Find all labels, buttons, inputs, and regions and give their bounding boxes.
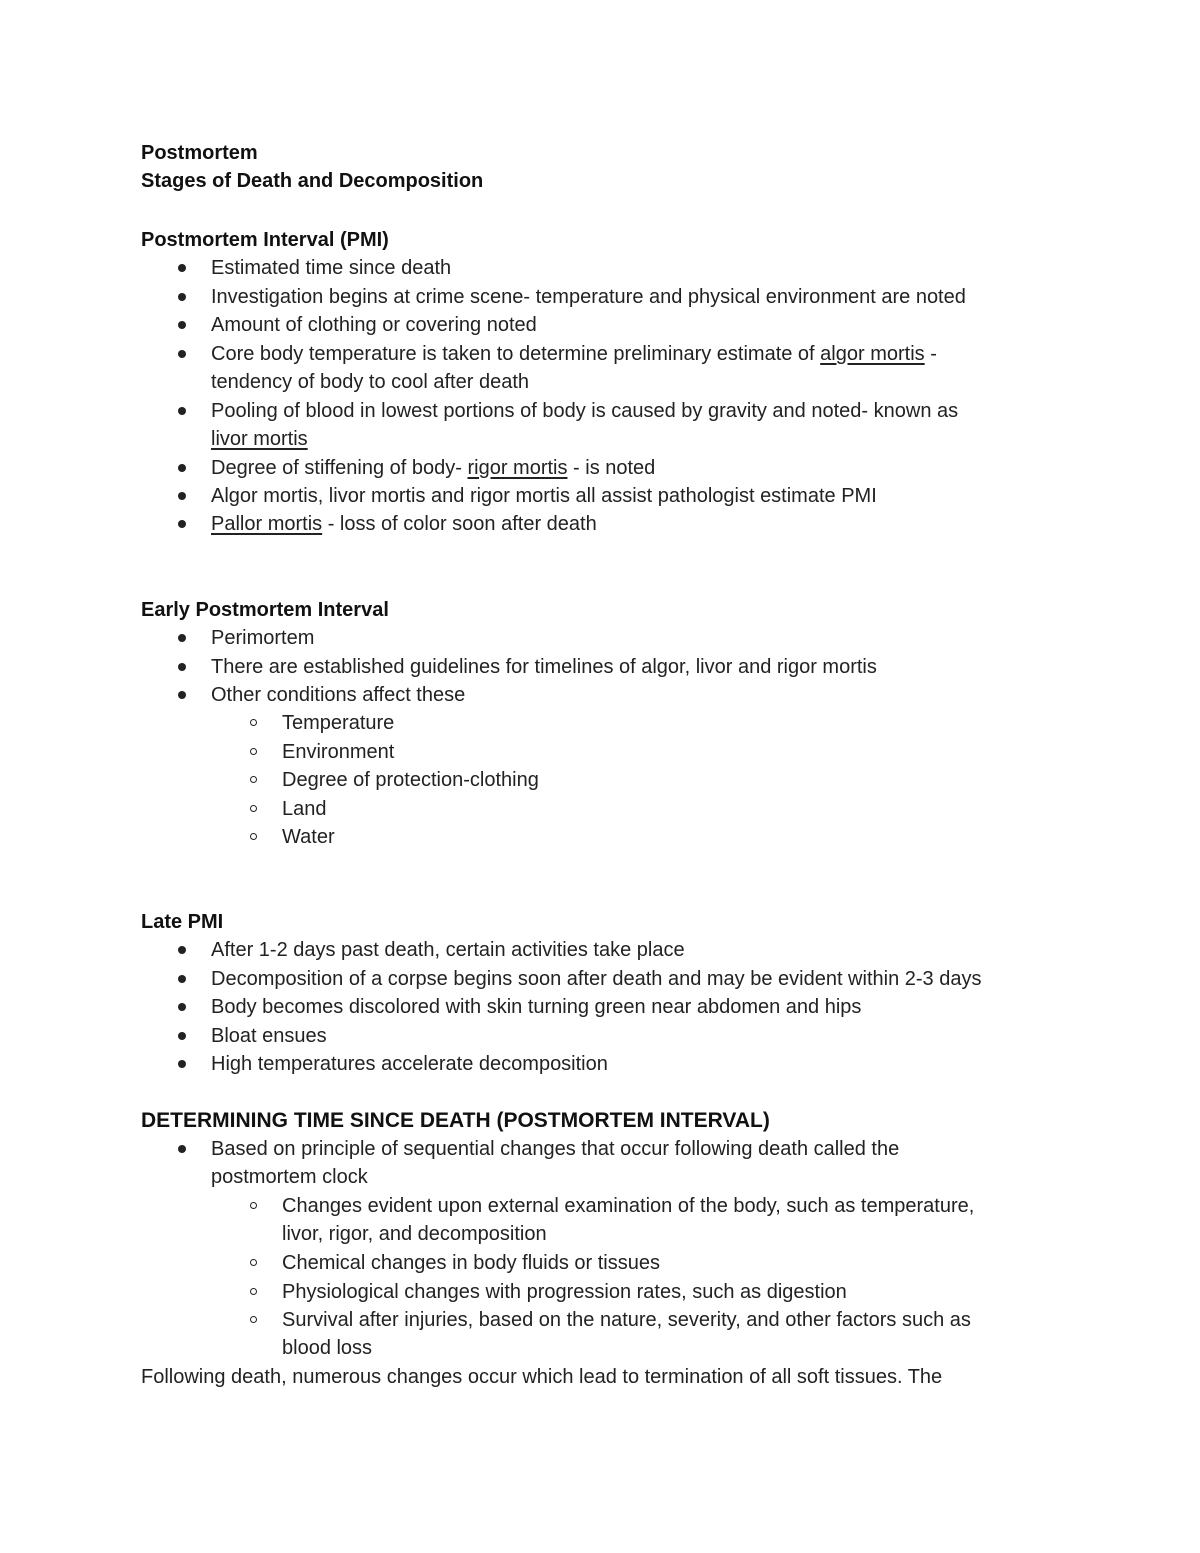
sub-list-item-continuation: livor, rigor, and decomposition (282, 1223, 547, 1245)
list-item (211, 510, 597, 538)
sub-list-item: Chemical changes in body fluids or tissues (282, 1252, 660, 1274)
bullet-dot (178, 634, 186, 642)
list-item: After 1-2 days past death, certain activities take place (211, 939, 685, 961)
list-item: Body becomes discolored with skin turning green near abdomen and hips (211, 996, 862, 1018)
list-item-text: - is noted (567, 457, 656, 479)
list-item-text: - loss of color soon after death (322, 513, 597, 535)
list-item-continuation (211, 425, 308, 453)
bullet-dot (178, 1060, 186, 1068)
term-algor-mortis: algor mortis (820, 343, 925, 365)
sub-bullet-ring (250, 1316, 257, 1323)
closing-paragraph: Following death, numerous changes occur which lead to termination of all soft tissues. The (141, 1366, 943, 1388)
list-item-continuation: tendency of body to cool after death (211, 371, 529, 393)
list-item: Estimated time since death (211, 257, 452, 279)
list-item: Other conditions affect these (211, 684, 466, 706)
bullet-dot (178, 293, 186, 301)
list-item-text: Core body temperature is taken to determine preliminary estimate of (211, 343, 821, 365)
term-livor-mortis: livor mortis (211, 428, 308, 450)
sub-list-item: Degree of protection-clothing (282, 769, 539, 791)
bullet-dot (178, 1145, 186, 1153)
section-heading-pmi: Postmortem Interval (PMI) (141, 229, 389, 251)
list-item: Perimortem (211, 627, 315, 649)
bullet-dot (178, 264, 186, 272)
document-title: Postmortem (141, 142, 258, 164)
sub-list-item: Temperature (282, 712, 395, 734)
bullet-dot (178, 1003, 186, 1011)
section-heading-late: Late PMI (141, 911, 224, 933)
list-item: Amount of clothing or covering noted (211, 314, 537, 336)
list-item (211, 454, 655, 482)
bullet-dot (178, 350, 186, 358)
sub-bullet-ring (250, 1202, 257, 1209)
sub-bullet-ring (250, 776, 257, 783)
bullet-dot (178, 946, 186, 954)
bullet-dot (178, 321, 186, 329)
bullet-dot (178, 464, 186, 472)
bullet-dot (178, 492, 186, 500)
term-rigor-mortis: rigor mortis (467, 457, 568, 479)
list-item: High temperatures accelerate decomposition (211, 1053, 608, 1075)
sub-bullet-ring (250, 833, 257, 840)
list-item: There are established guidelines for timelines of algor, livor and rigor mortis (211, 656, 877, 678)
sub-bullet-ring (250, 805, 257, 812)
sub-bullet-ring (250, 719, 257, 726)
sub-list-item: Survival after injuries, based on the nature, severity, and other factors such as (282, 1309, 971, 1331)
list-item: Algor mortis, livor mortis and rigor mortis all assist pathologist estimate PMI (211, 485, 877, 507)
sub-list-item: Environment (282, 741, 395, 763)
list-item: Investigation begins at crime scene- temperature and physical environment are noted (211, 286, 966, 308)
list-item-text: - (924, 343, 937, 365)
bullet-dot (178, 520, 186, 528)
sub-list-item: Water (282, 826, 335, 848)
document-subtitle: Stages of Death and Decomposition (141, 170, 484, 192)
list-item-text: Degree of stiffening of body- (211, 457, 468, 479)
sub-list-item: Land (282, 798, 327, 820)
bullet-dot (178, 663, 186, 671)
sub-list-item: Physiological changes with progression rates, such as digestion (282, 1281, 847, 1303)
section-heading-determining: DETERMINING TIME SINCE DEATH (POSTMORTEM INTERVAL) (141, 1109, 770, 1132)
list-item (211, 340, 937, 368)
list-item: Bloat ensues (211, 1025, 327, 1047)
section-heading-early: Early Postmortem Interval (141, 599, 389, 621)
bullet-dot (178, 691, 186, 699)
sub-list-item: Changes evident upon external examination of the body, such as temperature, (282, 1195, 975, 1217)
bullet-dot (178, 407, 186, 415)
list-item-continuation: postmortem clock (211, 1166, 368, 1188)
sub-bullet-ring (250, 1288, 257, 1295)
term-pallor-mortis: Pallor mortis (211, 513, 323, 535)
bullet-dot (178, 975, 186, 983)
sub-bullet-ring (250, 748, 257, 755)
list-item: Pooling of blood in lowest portions of body is caused by gravity and noted- known as (211, 400, 959, 422)
bullet-dot (178, 1032, 186, 1040)
list-item: Decomposition of a corpse begins soon after death and may be evident within 2-3 days (211, 968, 982, 990)
list-item: Based on principle of sequential changes that occur following death called the (211, 1138, 900, 1160)
sub-list-item-continuation: blood loss (282, 1337, 373, 1359)
sub-bullet-ring (250, 1259, 257, 1266)
